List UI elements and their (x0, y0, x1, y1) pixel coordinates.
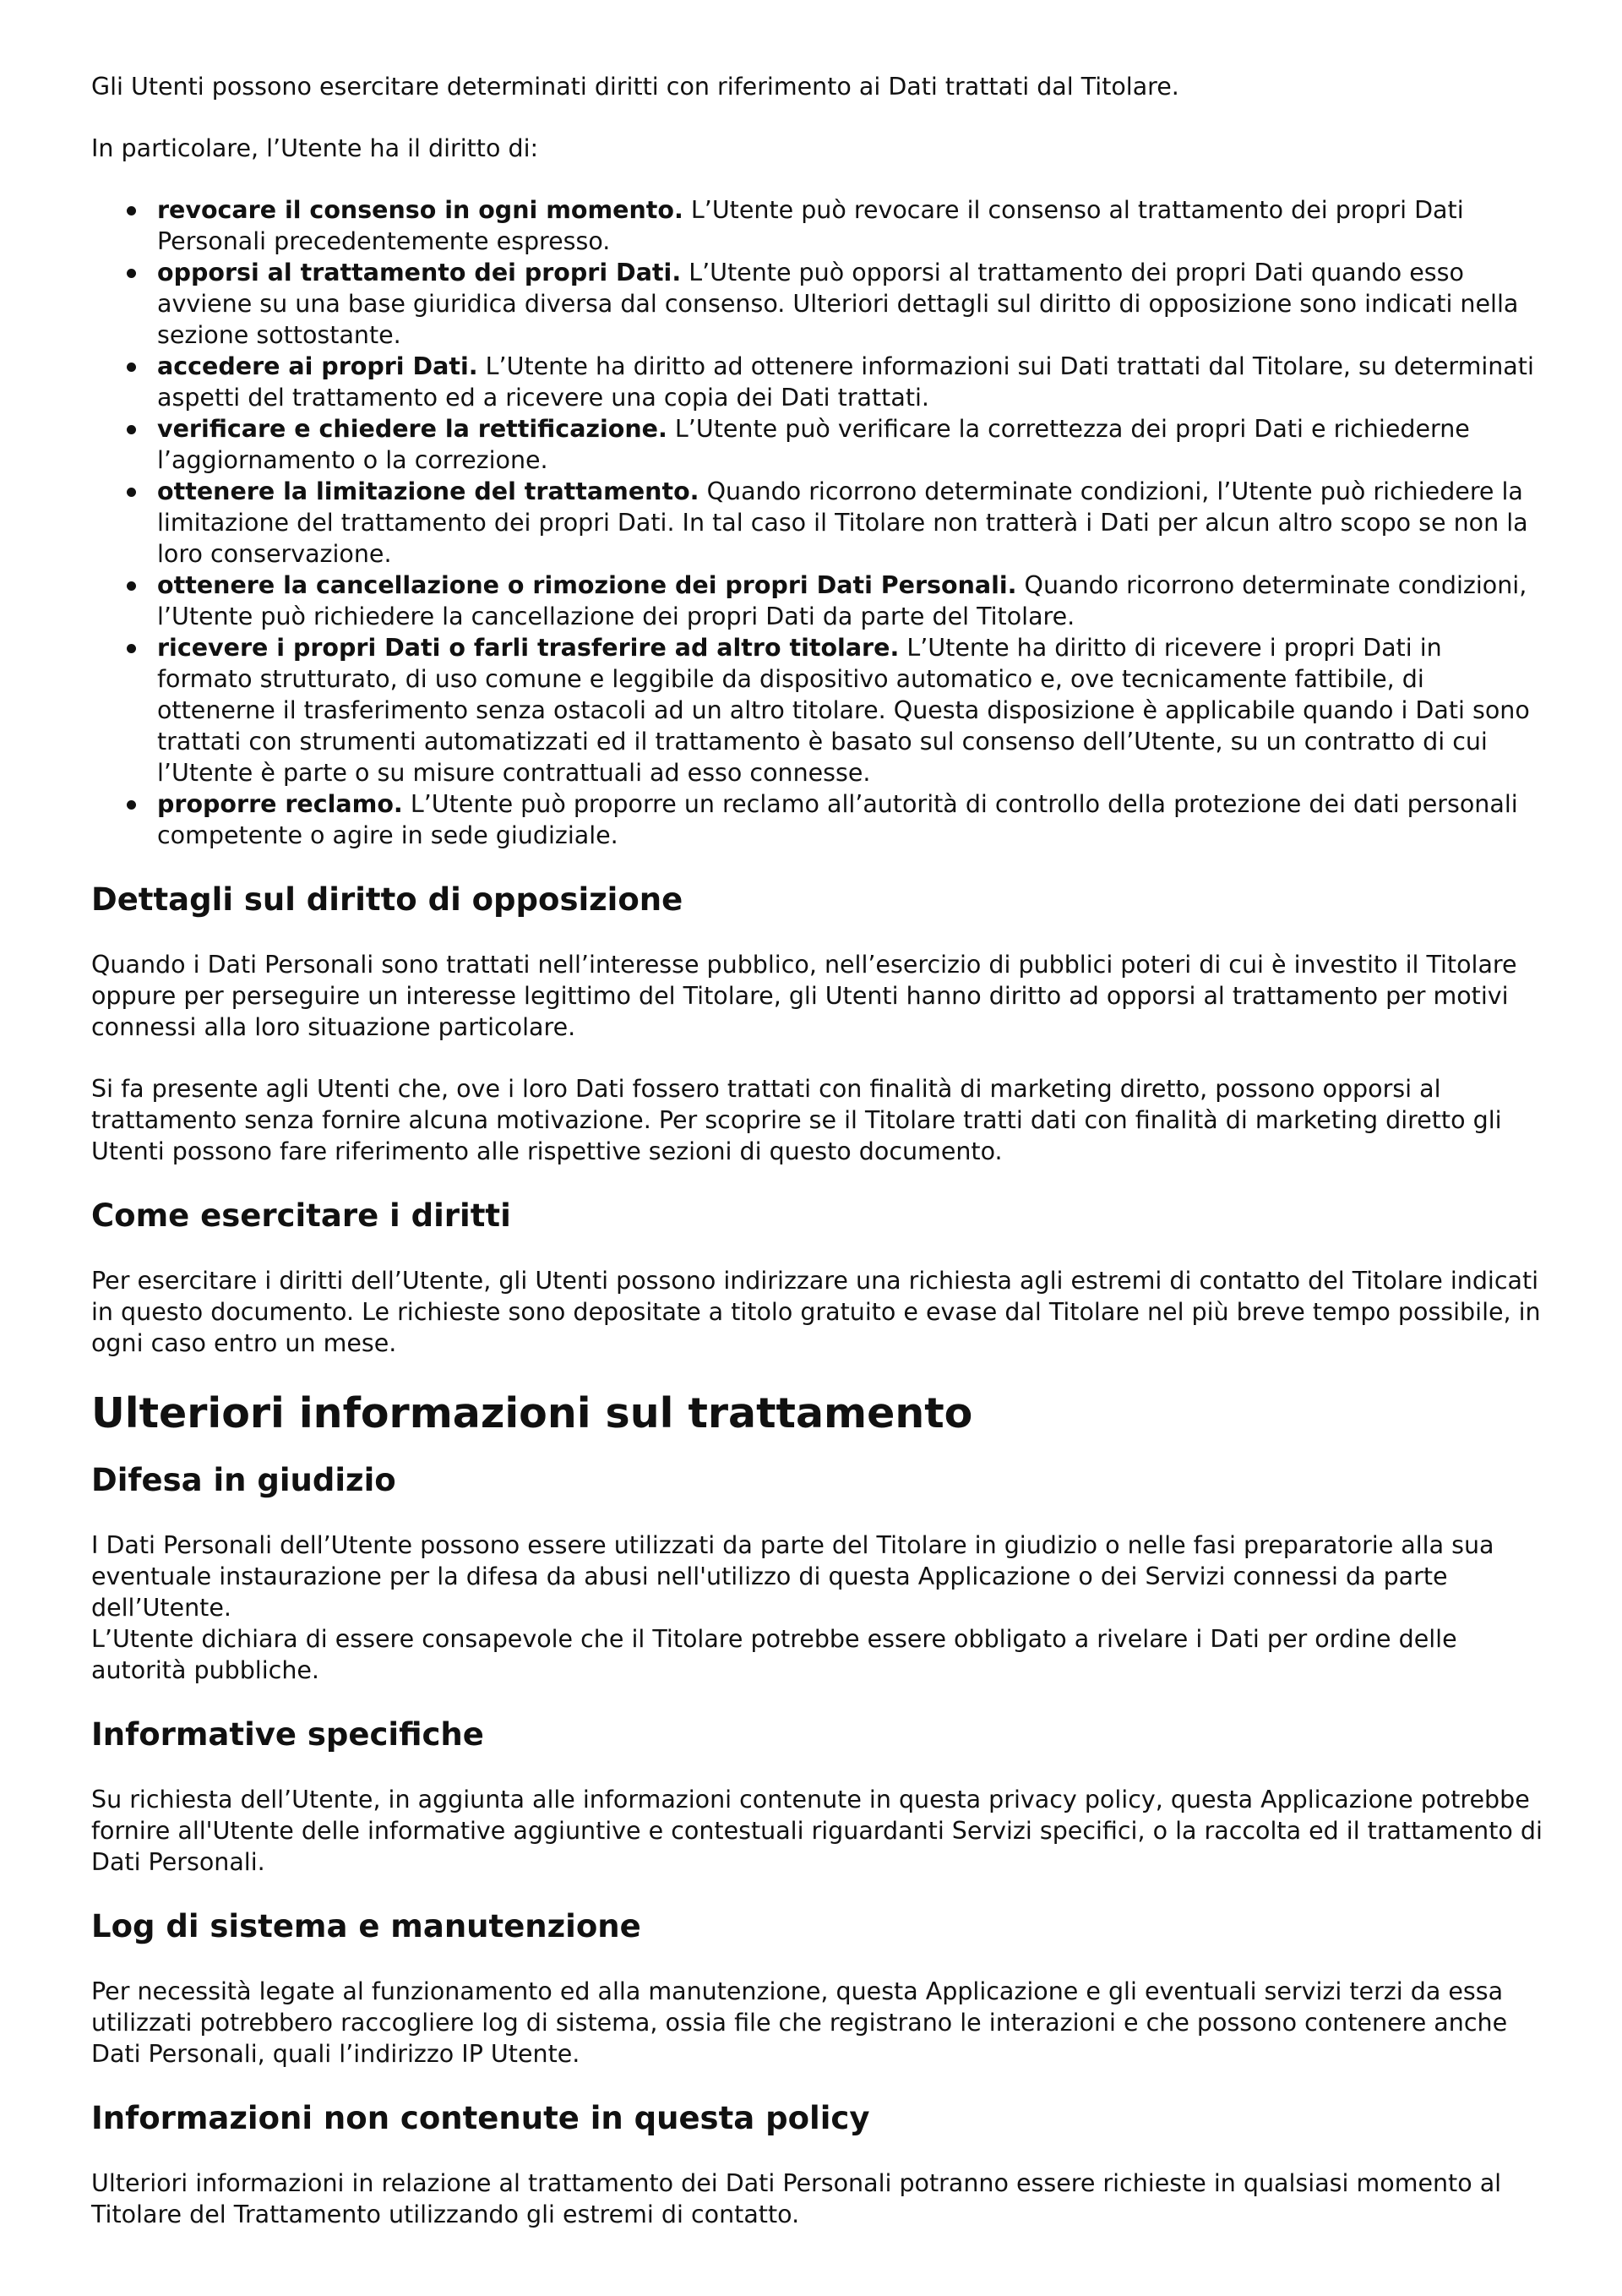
exercise-rights-heading: Come esercitare i diritti (91, 1197, 511, 1234)
bullet-icon (127, 425, 136, 434)
bullet-icon (127, 488, 136, 497)
bullet-icon (127, 206, 136, 215)
right-title: ottenere la cancellazione o rimozione dei propri Dati Personali. (157, 571, 1017, 599)
legal-defense-paragraph (91, 1530, 1544, 1686)
list-item (91, 476, 1544, 570)
right-text: L’Utente può revocare il consenso al trattamento dei propri Dati Personali precedentemente espresso. (157, 196, 1464, 255)
privacy-policy-document (91, 71, 1544, 2261)
right-text: L’Utente può proporre un reclamo all’autorità di controllo della protezione dei dati personali competente o agire in sede giudiziale. (157, 790, 1518, 849)
list-item (91, 788, 1544, 851)
bullet-icon (127, 581, 136, 591)
legal-defense-heading: Difesa in giudizio (91, 1462, 396, 1498)
right-text: L’Utente può verificare la correttezza dei propri Dati e richiederne l’aggiornamento o la correzione. (157, 415, 1470, 474)
bullet-icon (127, 363, 136, 372)
intro-paragraph: Gli Utenti possono esercitare determinati diritti con riferimento ai Dati trattati dal Titolare. (91, 73, 1179, 101)
not-contained-heading: Informazioni non contenute in questa policy (91, 2100, 870, 2136)
list-item (91, 413, 1544, 476)
specific-notices-heading: Informative specifiche (91, 1716, 484, 1753)
rights-list (91, 194, 1544, 851)
legal-defense-line-1: I Dati Personali dell’Utente possono essere utilizzati da parte del Titolare in giudizio o nelle fasi preparatorie alla sua eventuale instaurazione per la difesa da abusi nell'utilizzo di questa Applicazione o dei Servizi connessi da parte dell’Utente. (91, 1531, 1494, 1622)
specific-notices-paragraph: Su richiesta dell’Utente, in aggiunta alle informazioni contenute in questa privacy policy, questa Applicazione potrebbe fornire all'Utente delle informative aggiuntive e contestuali riguardanti Servizi specifici, o la raccolta ed il trattamento di Dati Personali. (91, 1786, 1543, 1876)
legal-defense-line-2: L’Utente dichiara di essere consapevole che il Titolare potrebbe essere obbligato a rivelare i Dati per ordine delle autorità pubbliche. (91, 1625, 1457, 1684)
right-text: Quando ricorrono determinate condizioni, l’Utente può richiedere la limitazione del trattamento dei propri Dati. In tal caso il Titolare non tratterà i Dati per alcun altro scopo se non la loro conservazione. (157, 477, 1528, 568)
right-title: ottenere la limitazione del trattamento. (157, 477, 699, 505)
right-text: Quando ricorrono determinate condizioni, l’Utente può richiedere la cancellazione dei propri Dati da parte del Titolare. (157, 571, 1527, 630)
rights-intro-paragraph: In particolare, l’Utente ha il diritto di: (91, 134, 539, 162)
list-item (91, 194, 1544, 257)
not-contained-paragraph: Ulteriori informazioni in relazione al trattamento dei Dati Personali potranno essere richieste in qualsiasi momento al Titolare del Trattamento utilizzando gli estremi di contatto. (91, 2169, 1502, 2228)
list-item (91, 570, 1544, 632)
right-title: accedere ai propri Dati. (157, 352, 478, 380)
system-logs-heading: Log di sistema e manutenzione (91, 1908, 641, 1944)
opposition-heading: Dettagli sul diritto di opposizione (91, 881, 683, 918)
right-text: L’Utente può opporsi al trattamento dei propri Dati quando esso avviene su una base giuridica diversa dal consenso. Ulteriori dettagli sul diritto di opposizione sono indicati nella sezione sottostante. (157, 259, 1519, 349)
list-item (91, 257, 1544, 351)
opposition-paragraph-2: Si fa presente agli Utenti che, ove i loro Dati fossero trattati con finalità di marketing diretto, possono opporsi al trattamento senza fornire alcuna motivazione. Per scoprire se il Titolare tratti dati con finalità di marketing diretto gli Utenti possono fare riferimento alle rispettive sezioni di questo documento. (91, 1075, 1502, 1165)
opposition-paragraph-1: Quando i Dati Personali sono trattati nell’interesse pubblico, nell’esercizio di pubblici poteri di cui è investito il Titolare oppure per perseguire un interesse legittimo del Titolare, gli Utenti hanno diritto ad opporsi al trattamento per motivi connessi alla loro situazione particolare. (91, 951, 1517, 1041)
right-title: ricevere i propri Dati o farli trasferire ad altro titolare. (157, 634, 900, 662)
right-title: opporsi al trattamento dei propri Dati. (157, 259, 682, 286)
right-text: L’Utente ha diritto ad ottenere informazioni sui Dati trattati dal Titolare, su determinati aspetti del trattamento ed a ricevere una copia dei Dati trattati. (157, 352, 1534, 412)
bullet-icon (127, 644, 136, 653)
right-text: L’Utente ha diritto di ricevere i propri Dati in formato strutturato, di uso comune e leggibile da dispositivo automatico e, ove tecnicamente fattibile, di ottenerne il trasferimento senza ostacoli ad un altro titolare. Questa disposizione è applicabile quando i Dati sono trattati con strumenti automatizzati ed il trattamento è basato sul consenso dell’Utente, su un contratto di cui l’Utente è parte o su misure contrattuali ad esso connesse. (157, 634, 1530, 787)
exercise-rights-paragraph: Per esercitare i diritti dell’Utente, gli Utenti possono indirizzare una richiesta agli estremi di contatto del Titolare indicati in questo documento. Le richieste sono depositate a titolo gratuito e evase dal Titolare nel più breve tempo possibile, in ogni caso entro un mese. (91, 1267, 1541, 1357)
right-title: verificare e chiedere la rettificazione. (157, 415, 667, 443)
right-title: revocare il consenso in ogni momento. (157, 196, 683, 224)
list-item (91, 351, 1544, 413)
list-item (91, 632, 1544, 788)
system-logs-paragraph: Per necessità legate al funzionamento ed alla manutenzione, questa Applicazione e gli eventuali servizi terzi da essa utilizzati potrebbero raccogliere log di sistema, ossia file che registrano le interazioni e che possono contenere anche Dati Personali, quali l’indirizzo IP Utente. (91, 1977, 1508, 2068)
bullet-icon (127, 800, 136, 810)
section-title: Ulteriori informazioni sul trattamento (91, 1389, 973, 1437)
right-title: proporre reclamo. (157, 790, 403, 818)
bullet-icon (127, 269, 136, 278)
